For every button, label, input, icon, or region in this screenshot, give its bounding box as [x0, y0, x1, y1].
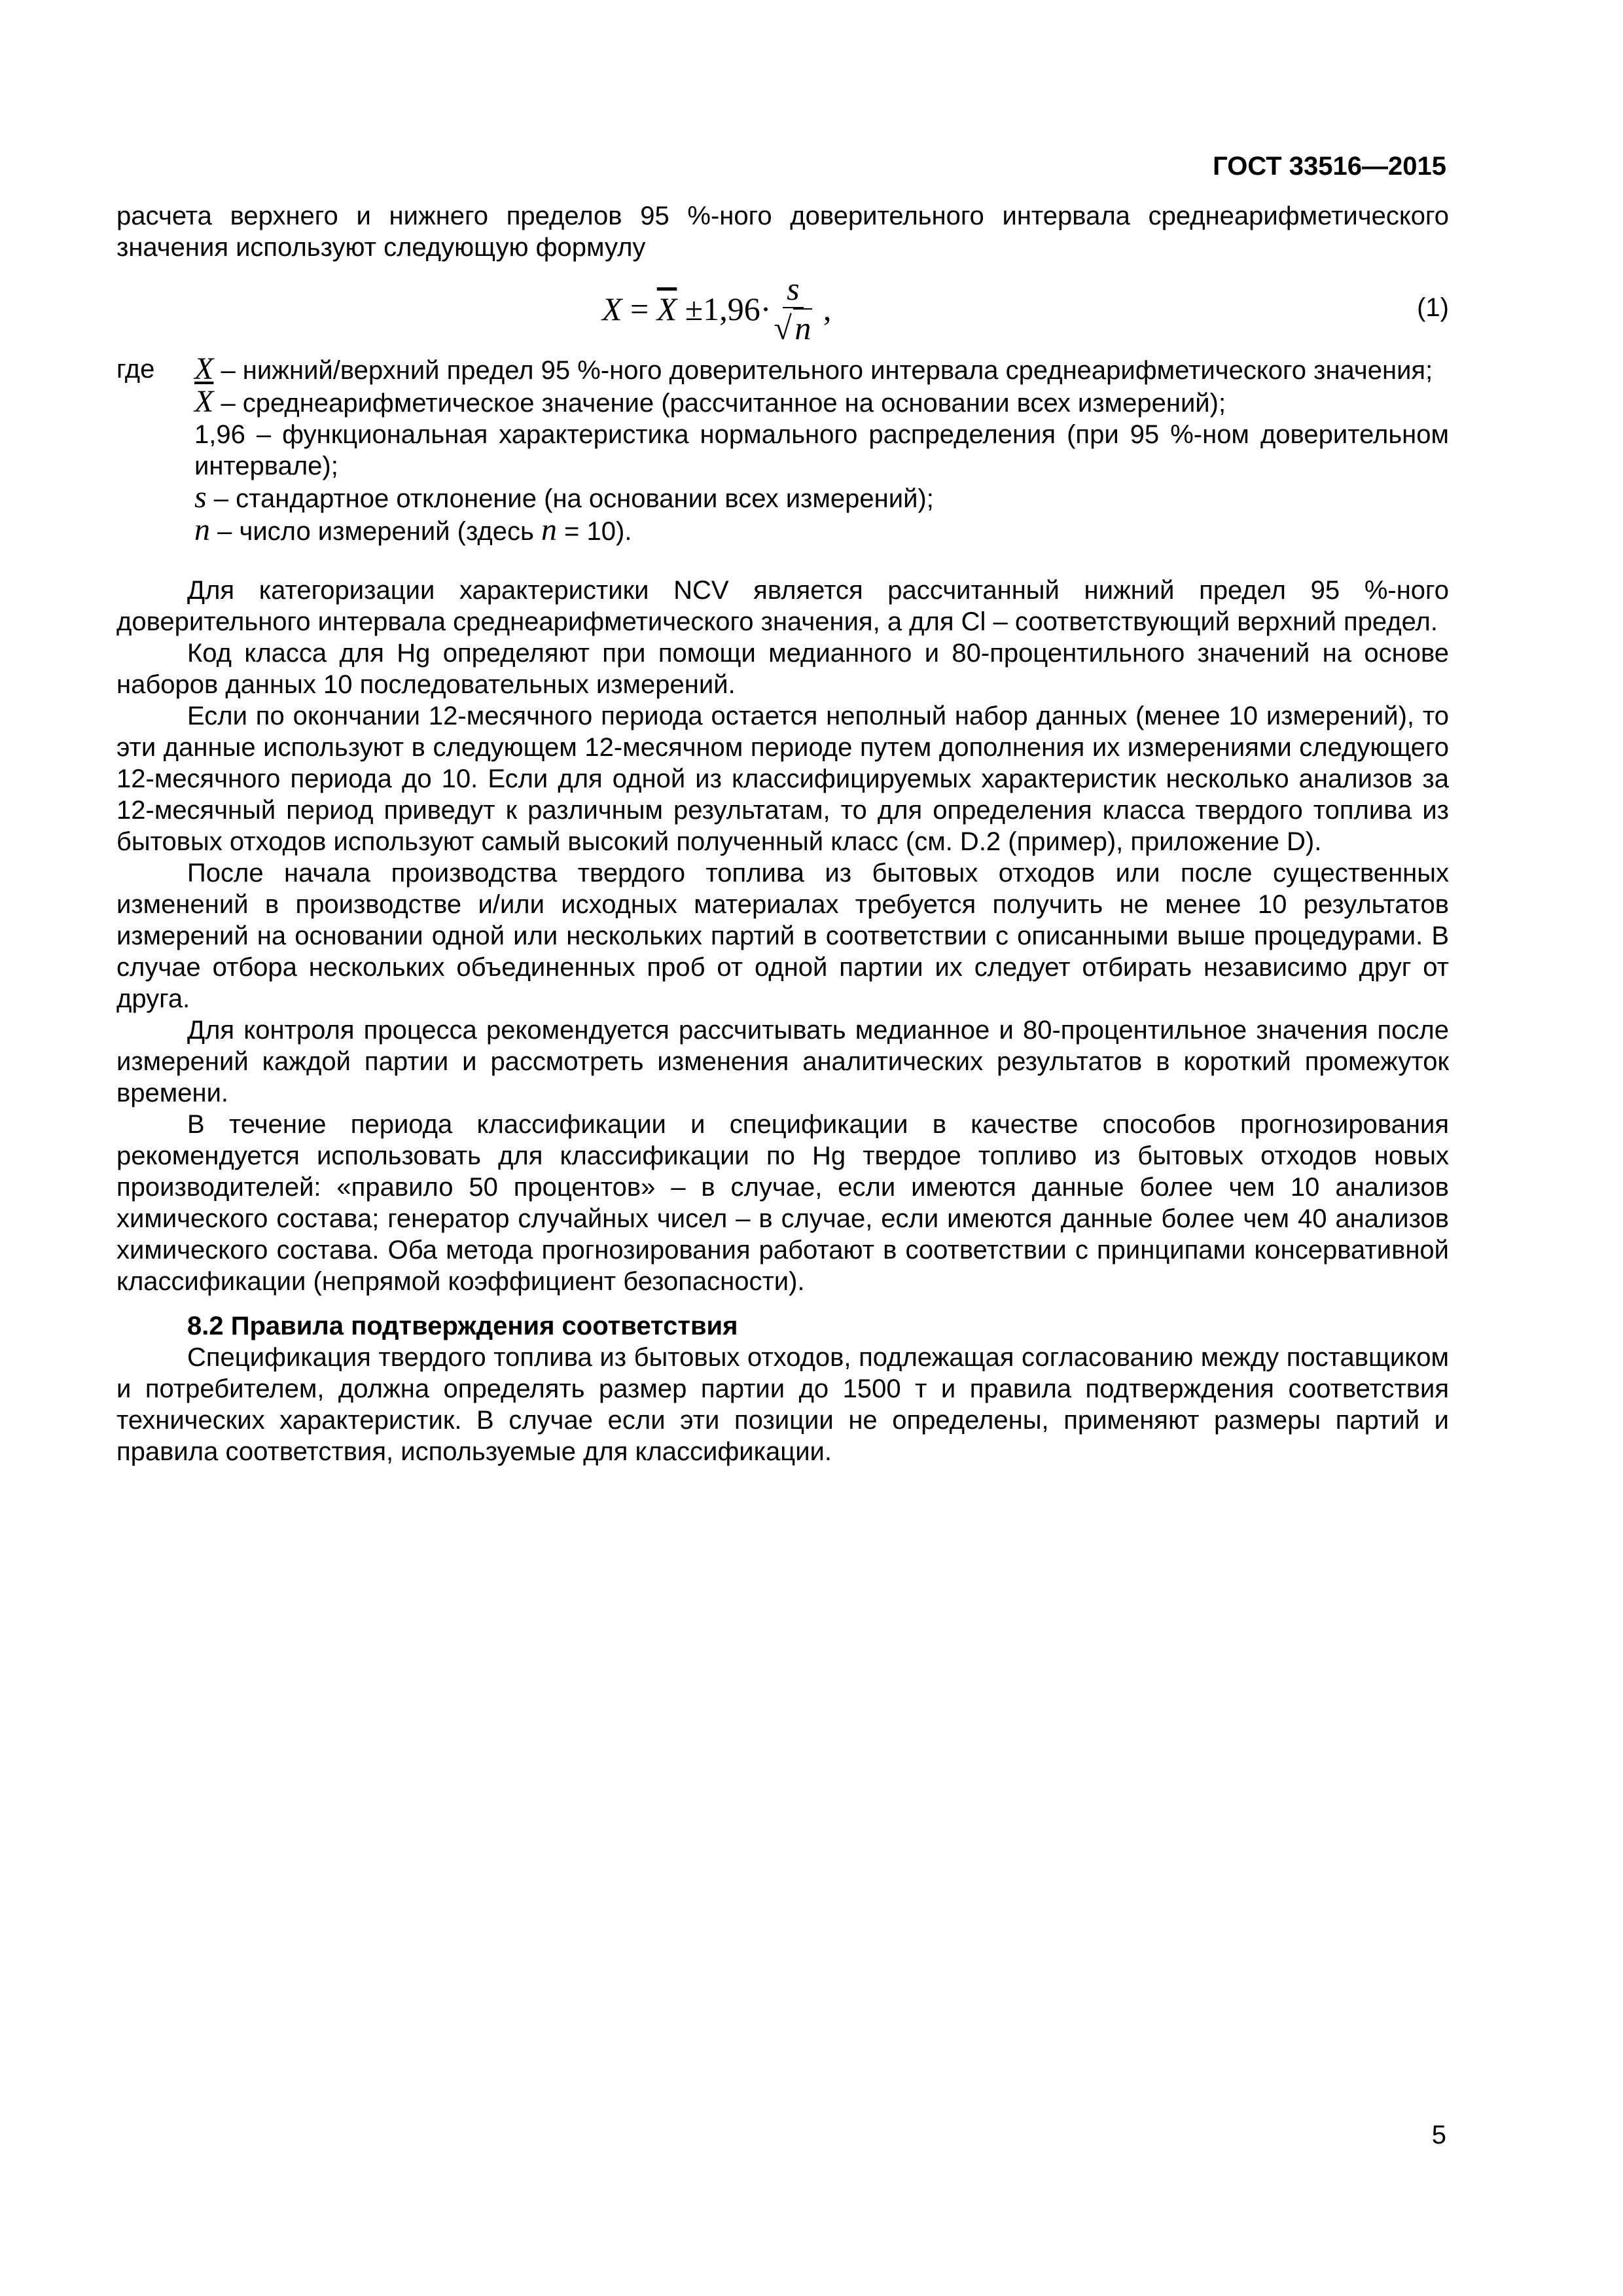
definition-text: – число измерений (здесь — [210, 517, 541, 546]
formula-numerator: s — [783, 270, 803, 308]
page-body — [116, 200, 1449, 1467]
radical-sign: √ — [774, 310, 792, 346]
formula-row — [116, 266, 1449, 352]
body-paragraph: Для контроля процесса рекомендуется рассчитывать медианное и 80-процентильное значения после измерений каждой партии и рассмотреть изменения аналитических результатов в короткий промежуток времени. — [116, 1016, 1449, 1107]
definition-s — [194, 482, 1449, 514]
where-label: где — [116, 355, 155, 384]
section-heading: 8.2 Правила подтверждения соответствия — [187, 1312, 738, 1340]
body-paragraph: В течение периода классификации и спецификации в качестве способов прогнозирования рекомендуется использовать для классификации по Hg твердое топливо из бытовых отходов новых производителей: «правило 50 процентов» – в случае, если имеются данные более чем 10 анализов химического состава; генератор случайных чисел – в случае, если имеются данные более чем 40 анализов химического состава. Оба метода прогнозирования работают в соответствии с принципами консервативной классификации (непрямой коэффициент безопасности). — [116, 1110, 1449, 1296]
definition-text-tail: = 10). — [556, 517, 632, 546]
definition-xbar — [194, 386, 1449, 419]
formula-1 — [602, 266, 831, 352]
symbol-n: n — [194, 512, 210, 547]
body-paragraph: Для категоризации характеристики NCV является рассчитанный нижний предел 95 %-ного доверительного интервала среднеарифметического значения, а для Cl – соответствующий верхний предел. — [116, 576, 1449, 636]
text-block — [116, 575, 1449, 1297]
definition-text: – нижний/верхний предел 95 %-ного доверительного интервала среднеарифметического значения; — [213, 356, 1433, 385]
square-root — [774, 308, 812, 348]
definition-coefficient — [194, 419, 1449, 482]
formula-tail: , — [815, 291, 832, 327]
formula-equals: = — [622, 291, 657, 327]
page-number: 5 — [1431, 2121, 1446, 2149]
radicand: n — [794, 310, 812, 346]
symbol-s: s — [194, 480, 207, 514]
formula-xbar: $\overline{X}$ — [656, 291, 677, 327]
definition-n — [194, 514, 1449, 547]
definition-x — [194, 353, 1449, 386]
body-paragraph: Код класса для Hg определяют при помощи медианного и 80-процентильного значений на основе наборов данных 10 последовательных измерений. — [116, 639, 1449, 699]
intro-paragraph: расчета верхнего и нижнего пределов 95 %-ного доверительного интервала среднеарифметического значения используют следующую формулу — [116, 202, 1449, 262]
body-paragraph: После начала производства твердого топлива из бытовых отходов или после существенных изменений в производстве и/или исходных материалах требуется получить не менее 10 результатов измерений на основании одной или нескольких партий в соответствии с описанными выше процедурами. В случае отбора нескольких объединенных проб от одной партии их следует отбирать независимо друг от друга. — [116, 859, 1449, 1013]
symbol-xbar: $\overline{X}$ — [194, 384, 214, 419]
body-paragraph: Если по окончании 12-месячного периода остается неполный набор данных (менее 10 измерений), то эти данные используют в следующем 12-месячном периоде путем дополнения их измерениями следующего 12-месячного периода до 10. Если для одной из классифицируемых характеристик несколько анализов за 12-месячный период приведут к различным результатам, то для определения класса твердого топлива из бытовых отходов используют самый высокий полученный класс (см. D.2 (пример), приложение D). — [116, 702, 1449, 856]
section-paragraph: Спецификация твердого топлива из бытовых отходов, подлежащая согласованию между поставщиком и потребителем, должна определять размер партии до 1500 т и правила подтверждения соответствия технических характеристик. В случае если эти позиции не определены, применяют размеры партий и правила соответствия, используемые для классификации. — [116, 1343, 1449, 1466]
definition-text: 1,96 – функциональная характеристика нормального распределения (при 95 %-ном доверительном интервале); — [194, 420, 1449, 480]
equation-number: (1) — [1417, 293, 1449, 322]
variable-definitions — [116, 353, 1449, 547]
definition-text: – стандартное отклонение (на основании всех измерений); — [206, 484, 934, 513]
document-id-header: ГОСТ 33516—2015 — [1213, 152, 1446, 181]
symbol-x: X — [194, 351, 214, 386]
formula-denominator — [774, 308, 812, 348]
formula-lhs: X — [602, 291, 622, 327]
definition-text: – среднеарифметическое значение (рассчитанное на основании всех измерений); — [213, 389, 1226, 418]
symbol-n-inline: n — [541, 512, 557, 547]
formula-fraction — [774, 270, 812, 348]
formula-coef: ±1,96· — [677, 291, 772, 327]
